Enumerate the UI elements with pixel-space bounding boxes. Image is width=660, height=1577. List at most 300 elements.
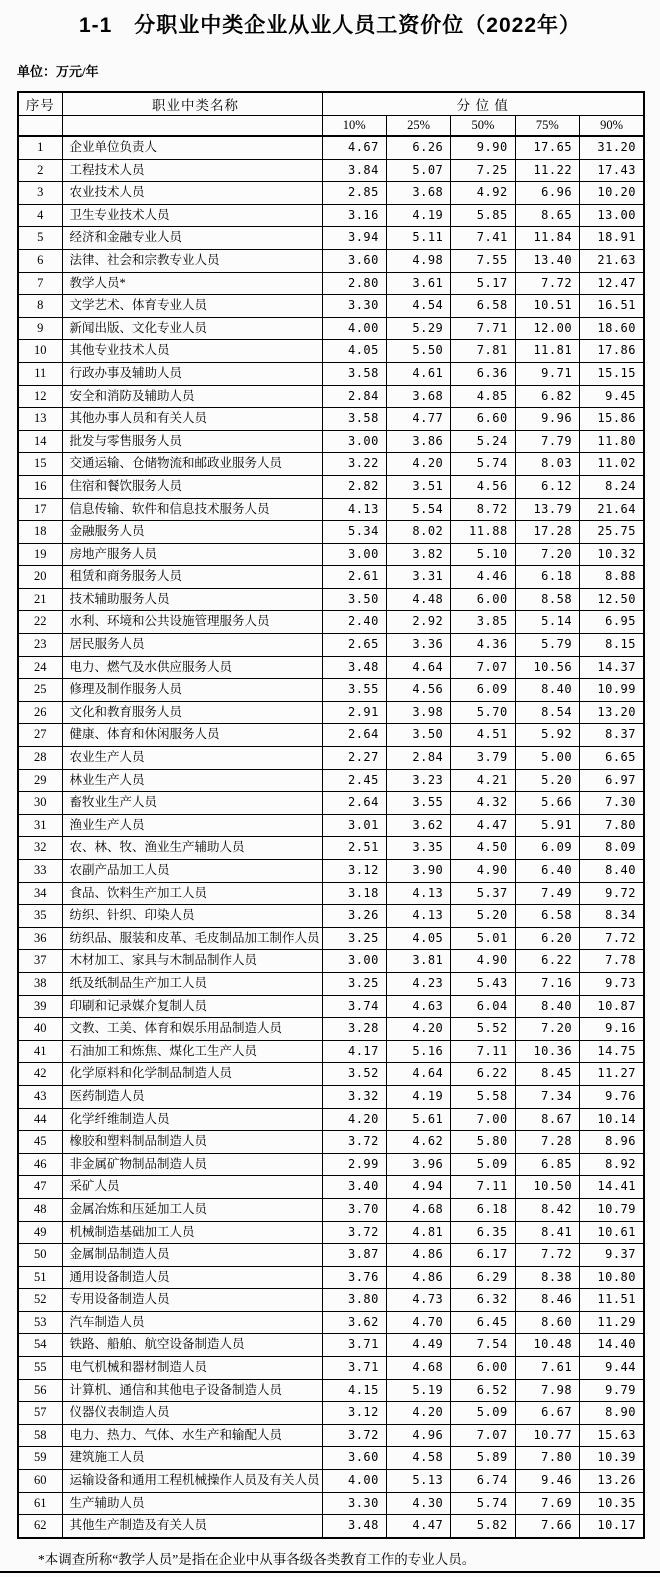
value-cell: 4.05: [386, 927, 450, 950]
value-cell: 3.87: [322, 1244, 386, 1267]
value-cell: 4.21: [451, 769, 515, 792]
value-cell: 5.09: [451, 1402, 515, 1425]
value-cell: 4.13: [322, 498, 386, 521]
value-cell: 4.13: [386, 882, 450, 905]
table-row: [18, 453, 644, 476]
value-cell: 10.14: [580, 1108, 644, 1131]
occupation-name: 房地产服务人员: [62, 543, 322, 566]
table-row: [18, 249, 644, 272]
value-cell: 4.67: [322, 136, 386, 159]
value-cell: 17.28: [515, 521, 579, 544]
table-row: [18, 204, 644, 227]
table-row: [18, 792, 644, 815]
occupation-name: 健康、体育和休闲服务人员: [62, 724, 322, 747]
value-cell: 7.78: [580, 950, 644, 973]
header-quantile-90: 90%: [580, 115, 644, 136]
value-cell: 11.80: [580, 430, 644, 453]
value-cell: 7.49: [515, 882, 579, 905]
table-row: [18, 1289, 644, 1312]
value-cell: 3.25: [322, 927, 386, 950]
value-cell: 3.25: [322, 972, 386, 995]
value-cell: 4.68: [386, 1198, 450, 1221]
value-cell: 3.50: [322, 588, 386, 611]
value-cell: 5.20: [451, 905, 515, 928]
value-cell: 3.50: [386, 724, 450, 747]
row-index: 29: [18, 769, 62, 792]
value-cell: 3.36: [386, 634, 450, 657]
row-index: 34: [18, 882, 62, 905]
table-row: [18, 1040, 644, 1063]
value-cell: 3.55: [386, 792, 450, 815]
value-cell: 4.56: [386, 679, 450, 702]
occupation-name: 食品、饮料生产加工人员: [62, 882, 322, 905]
value-cell: 7.81: [451, 340, 515, 363]
occupation-name: 计算机、通信和其他电子设备制造人员: [62, 1379, 322, 1402]
row-index: 13: [18, 408, 62, 431]
row-index: 62: [18, 1515, 62, 1538]
table-row: [18, 408, 644, 431]
table-row: [18, 136, 644, 159]
value-cell: 4.36: [451, 634, 515, 657]
table-row: [18, 1470, 644, 1493]
value-cell: 13.40: [515, 249, 579, 272]
value-cell: 15.15: [580, 362, 644, 385]
value-cell: 18.91: [580, 227, 644, 250]
value-cell: 2.64: [322, 792, 386, 815]
value-cell: 7.72: [580, 927, 644, 950]
row-index: 41: [18, 1040, 62, 1063]
row-index: 53: [18, 1311, 62, 1334]
occupation-name: 专用设备制造人员: [62, 1289, 322, 1312]
row-index: 7: [18, 272, 62, 295]
value-cell: 4.50: [451, 837, 515, 860]
value-cell: 4.13: [386, 905, 450, 928]
value-cell: 7.98: [515, 1379, 579, 1402]
table-row: [18, 837, 644, 860]
occupation-name: 铁路、船舶、航空设备制造人员: [62, 1334, 322, 1357]
occupation-name: 农业生产人员: [62, 747, 322, 770]
value-cell: 3.12: [322, 1402, 386, 1425]
value-cell: 4.20: [386, 453, 450, 476]
header-occupation-name: 职业中类名称: [62, 92, 322, 115]
value-cell: 10.20: [580, 182, 644, 205]
value-cell: 8.40: [515, 679, 579, 702]
table-row: [18, 385, 644, 408]
value-cell: 5.74: [451, 453, 515, 476]
row-index: 8: [18, 295, 62, 318]
value-cell: 4.68: [386, 1357, 450, 1380]
table-row: [18, 430, 644, 453]
header-name-spacer: [62, 115, 322, 136]
value-cell: 9.72: [580, 882, 644, 905]
row-index: 21: [18, 588, 62, 611]
value-cell: 7.28: [515, 1131, 579, 1154]
value-cell: 3.30: [322, 295, 386, 318]
header-quantile-10: 10%: [322, 115, 386, 136]
row-index: 46: [18, 1153, 62, 1176]
value-cell: 4.20: [322, 1108, 386, 1131]
value-cell: 11.29: [580, 1311, 644, 1334]
value-cell: 8.24: [580, 475, 644, 498]
row-index: 9: [18, 317, 62, 340]
row-index: 32: [18, 837, 62, 860]
value-cell: 5.50: [386, 340, 450, 363]
occupation-name: 电气机械和器材制造人员: [62, 1357, 322, 1380]
value-cell: 12.47: [580, 272, 644, 295]
occupation-name: 工程技术人员: [62, 159, 322, 182]
table-row: [18, 340, 644, 363]
row-index: 59: [18, 1447, 62, 1470]
table-row: [18, 927, 644, 950]
value-cell: 6.00: [451, 588, 515, 611]
row-index: 47: [18, 1176, 62, 1199]
value-cell: 7.55: [451, 249, 515, 272]
unit-label: 单位：万元/年: [17, 64, 99, 79]
value-cell: 5.66: [515, 792, 579, 815]
value-cell: 5.58: [451, 1085, 515, 1108]
value-cell: 8.65: [515, 204, 579, 227]
row-index: 56: [18, 1379, 62, 1402]
value-cell: 9.44: [580, 1357, 644, 1380]
row-index: 57: [18, 1402, 62, 1425]
occupation-name: 卫生专业技术人员: [62, 204, 322, 227]
row-index: 55: [18, 1357, 62, 1380]
value-cell: 4.23: [386, 972, 450, 995]
row-index: 45: [18, 1131, 62, 1154]
table-row: [18, 1492, 644, 1515]
table-row: [18, 634, 644, 657]
occupation-name: 新闻出版、文化专业人员: [62, 317, 322, 340]
value-cell: 6.67: [515, 1402, 579, 1425]
value-cell: 8.72: [451, 498, 515, 521]
value-cell: 7.00: [451, 1108, 515, 1131]
occupation-name: 技术辅助服务人员: [62, 588, 322, 611]
value-cell: 9.76: [580, 1085, 644, 1108]
occupation-name: 法律、社会和宗教专业人员: [62, 249, 322, 272]
occupation-name: 电力、燃气及水供应服务人员: [62, 656, 322, 679]
occupation-name: 纸及纸制品生产加工人员: [62, 972, 322, 995]
value-cell: 16.51: [580, 295, 644, 318]
value-cell: 6.32: [451, 1289, 515, 1312]
header-quantile-50: 50%: [451, 115, 515, 136]
value-cell: 8.38: [515, 1266, 579, 1289]
value-cell: 8.40: [580, 860, 644, 883]
value-cell: 7.79: [515, 430, 579, 453]
row-index: 36: [18, 927, 62, 950]
table-row: [18, 1244, 644, 1267]
occupation-name: 橡胶和塑料制品制造人员: [62, 1131, 322, 1154]
value-cell: 5.92: [515, 724, 579, 747]
value-cell: 5.74: [451, 1492, 515, 1515]
occupation-name: 交通运输、仓储物流和邮政业服务人员: [62, 453, 322, 476]
value-cell: 3.94: [322, 227, 386, 250]
value-cell: 4.20: [386, 1402, 450, 1425]
table-row: [18, 362, 644, 385]
row-index: 27: [18, 724, 62, 747]
table-row: [18, 701, 644, 724]
table-row: [18, 814, 644, 837]
table-body: [18, 136, 644, 1538]
value-cell: 14.40: [580, 1334, 644, 1357]
table-row: [18, 769, 644, 792]
occupation-name: 农业技术人员: [62, 182, 322, 205]
value-cell: 10.79: [580, 1198, 644, 1221]
value-cell: 6.22: [515, 950, 579, 973]
value-cell: 3.12: [322, 860, 386, 883]
occupation-name: 通用设备制造人员: [62, 1266, 322, 1289]
occupation-name: 金融服务人员: [62, 521, 322, 544]
occupation-name: 批发与零售服务人员: [62, 430, 322, 453]
value-cell: 6.58: [515, 905, 579, 928]
value-cell: 6.22: [451, 1063, 515, 1086]
value-cell: 3.00: [322, 543, 386, 566]
table-row: [18, 1221, 644, 1244]
table-row: [18, 724, 644, 747]
occupation-name: 金属冶炼和压延加工人员: [62, 1198, 322, 1221]
value-cell: 3.90: [386, 860, 450, 883]
value-cell: 3.72: [322, 1221, 386, 1244]
value-cell: 3.23: [386, 769, 450, 792]
row-index: 4: [18, 204, 62, 227]
value-cell: 2.91: [322, 701, 386, 724]
value-cell: 4.15: [322, 1379, 386, 1402]
table-row: [18, 1018, 644, 1041]
occupation-name: 汽车制造人员: [62, 1311, 322, 1334]
value-cell: 3.68: [386, 385, 450, 408]
value-cell: 2.92: [386, 611, 450, 634]
value-cell: 6.29: [451, 1266, 515, 1289]
value-cell: 4.00: [322, 1470, 386, 1493]
value-cell: 4.56: [451, 475, 515, 498]
value-cell: 3.26: [322, 905, 386, 928]
value-cell: 2.61: [322, 566, 386, 589]
value-cell: 2.40: [322, 611, 386, 634]
occupation-name: 文学艺术、体育专业人员: [62, 295, 322, 318]
value-cell: 4.90: [451, 860, 515, 883]
value-cell: 3.28: [322, 1018, 386, 1041]
table-row: [18, 1176, 644, 1199]
value-cell: 3.79: [451, 747, 515, 770]
table-row: [18, 1379, 644, 1402]
value-cell: 2.84: [322, 385, 386, 408]
row-index: 50: [18, 1244, 62, 1267]
row-index: 12: [18, 385, 62, 408]
value-cell: 7.25: [451, 159, 515, 182]
row-index: 37: [18, 950, 62, 973]
value-cell: 3.62: [322, 1311, 386, 1334]
value-cell: 8.15: [580, 634, 644, 657]
value-cell: 9.90: [451, 136, 515, 159]
value-cell: 7.11: [451, 1176, 515, 1199]
header-index: 序号: [18, 92, 62, 115]
value-cell: 10.87: [580, 995, 644, 1018]
value-cell: 6.95: [580, 611, 644, 634]
value-cell: 7.07: [451, 1424, 515, 1447]
value-cell: 7.61: [515, 1357, 579, 1380]
value-cell: 4.98: [386, 249, 450, 272]
value-cell: 11.51: [580, 1289, 644, 1312]
occupation-name: 生产辅助人员: [62, 1492, 322, 1515]
value-cell: 7.20: [515, 543, 579, 566]
value-cell: 3.81: [386, 950, 450, 973]
value-cell: 6.18: [451, 1198, 515, 1221]
row-index: 51: [18, 1266, 62, 1289]
row-index: 49: [18, 1221, 62, 1244]
occupation-name: 住宿和餐饮服务人员: [62, 475, 322, 498]
occupation-name: 木材加工、家具与木制品制作人员: [62, 950, 322, 973]
value-cell: 8.45: [515, 1063, 579, 1086]
row-index: 43: [18, 1085, 62, 1108]
value-cell: 10.50: [515, 1176, 579, 1199]
value-cell: 14.75: [580, 1040, 644, 1063]
value-cell: 6.12: [515, 475, 579, 498]
value-cell: 6.96: [515, 182, 579, 205]
row-index: 60: [18, 1470, 62, 1493]
value-cell: 13.79: [515, 498, 579, 521]
value-cell: 3.82: [386, 543, 450, 566]
value-cell: 4.85: [451, 385, 515, 408]
table-row: [18, 159, 644, 182]
occupation-name: 其他专业技术人员: [62, 340, 322, 363]
bottom-rule: [0, 1571, 660, 1573]
value-cell: 25.75: [580, 521, 644, 544]
value-cell: 8.60: [515, 1311, 579, 1334]
value-cell: 6.26: [386, 136, 450, 159]
occupation-name: 化学纤维制造人员: [62, 1108, 322, 1131]
value-cell: 4.49: [386, 1334, 450, 1357]
row-index: 40: [18, 1018, 62, 1041]
value-cell: 2.82: [322, 475, 386, 498]
value-cell: 8.96: [580, 1131, 644, 1154]
value-cell: 7.72: [515, 1244, 579, 1267]
occupation-name: 经济和金融专业人员: [62, 227, 322, 250]
table-row: [18, 588, 644, 611]
value-cell: 5.61: [386, 1108, 450, 1131]
value-cell: 4.58: [386, 1447, 450, 1470]
value-cell: 10.99: [580, 679, 644, 702]
value-cell: 3.18: [322, 882, 386, 905]
header-row-groups: [18, 92, 644, 115]
value-cell: 6.58: [451, 295, 515, 318]
table-row: [18, 611, 644, 634]
value-cell: 7.72: [515, 272, 579, 295]
value-cell: 4.96: [386, 1424, 450, 1447]
value-cell: 3.62: [386, 814, 450, 837]
value-cell: 8.46: [515, 1289, 579, 1312]
value-cell: 6.60: [451, 408, 515, 431]
value-cell: 4.73: [386, 1289, 450, 1312]
occupation-name: 渔业生产人员: [62, 814, 322, 837]
value-cell: 11.88: [451, 521, 515, 544]
row-index: 1: [18, 136, 62, 159]
value-cell: 6.45: [451, 1311, 515, 1334]
value-cell: 8.88: [580, 566, 644, 589]
occupation-name: 其他办事人员和有关人员: [62, 408, 322, 431]
value-cell: 9.71: [515, 362, 579, 385]
row-index: 35: [18, 905, 62, 928]
value-cell: 7.41: [451, 227, 515, 250]
row-index: 58: [18, 1424, 62, 1447]
header-index-spacer: [18, 115, 62, 136]
value-cell: 5.91: [515, 814, 579, 837]
value-cell: 6.65: [580, 747, 644, 770]
value-cell: 3.80: [322, 1289, 386, 1312]
occupation-name: 金属制品制造人员: [62, 1244, 322, 1267]
value-cell: 8.67: [515, 1108, 579, 1131]
value-cell: 7.80: [515, 1447, 579, 1470]
value-cell: 9.96: [515, 408, 579, 431]
value-cell: 3.72: [322, 1131, 386, 1154]
occupation-name: 纺织、针织、印染人员: [62, 905, 322, 928]
value-cell: 5.16: [386, 1040, 450, 1063]
value-cell: 9.16: [580, 1018, 644, 1041]
value-cell: 3.55: [322, 679, 386, 702]
occupation-name: 仪器仪表制造人员: [62, 1402, 322, 1425]
occupation-name: 信息传输、软件和信息技术服务人员: [62, 498, 322, 521]
occupation-name: 租赁和商务服务人员: [62, 566, 322, 589]
value-cell: 6.04: [451, 995, 515, 1018]
row-index: 33: [18, 860, 62, 883]
value-cell: 4.32: [451, 792, 515, 815]
value-cell: 8.42: [515, 1198, 579, 1221]
row-index: 24: [18, 656, 62, 679]
value-cell: 3.96: [386, 1153, 450, 1176]
value-cell: 4.86: [386, 1244, 450, 1267]
value-cell: 17.86: [580, 340, 644, 363]
value-cell: 2.85: [322, 182, 386, 205]
value-cell: 10.80: [580, 1266, 644, 1289]
table-row: [18, 972, 644, 995]
value-cell: 13.00: [580, 204, 644, 227]
table-row: [18, 1131, 644, 1154]
value-cell: 3.22: [322, 453, 386, 476]
row-index: 44: [18, 1108, 62, 1131]
value-cell: 4.54: [386, 295, 450, 318]
value-cell: 5.09: [451, 1153, 515, 1176]
value-cell: 5.79: [515, 634, 579, 657]
occupation-name: 水利、环境和公共设施管理服务人员: [62, 611, 322, 634]
value-cell: 5.20: [515, 769, 579, 792]
occupation-name: 文化和教育服务人员: [62, 701, 322, 724]
occupation-name: 电力、热力、气体、水生产和输配人员: [62, 1424, 322, 1447]
value-cell: 18.60: [580, 317, 644, 340]
value-cell: 4.47: [386, 1515, 450, 1538]
value-cell: 9.45: [580, 385, 644, 408]
value-cell: 4.94: [386, 1176, 450, 1199]
occupation-name: 行政办事及辅助人员: [62, 362, 322, 385]
value-cell: 3.52: [322, 1063, 386, 1086]
row-index: 54: [18, 1334, 62, 1357]
row-index: 22: [18, 611, 62, 634]
row-index: 30: [18, 792, 62, 815]
value-cell: 4.00: [322, 317, 386, 340]
value-cell: 2.80: [322, 272, 386, 295]
value-cell: 11.27: [580, 1063, 644, 1086]
value-cell: 14.37: [580, 656, 644, 679]
table-row: [18, 317, 644, 340]
value-cell: 5.34: [322, 521, 386, 544]
value-cell: 7.11: [451, 1040, 515, 1063]
value-cell: 4.47: [451, 814, 515, 837]
value-cell: 3.16: [322, 204, 386, 227]
table-row: [18, 1447, 644, 1470]
row-index: 10: [18, 340, 62, 363]
row-index: 28: [18, 747, 62, 770]
value-cell: 4.86: [386, 1266, 450, 1289]
table-row: [18, 1266, 644, 1289]
value-cell: 5.11: [386, 227, 450, 250]
value-cell: 3.68: [386, 182, 450, 205]
